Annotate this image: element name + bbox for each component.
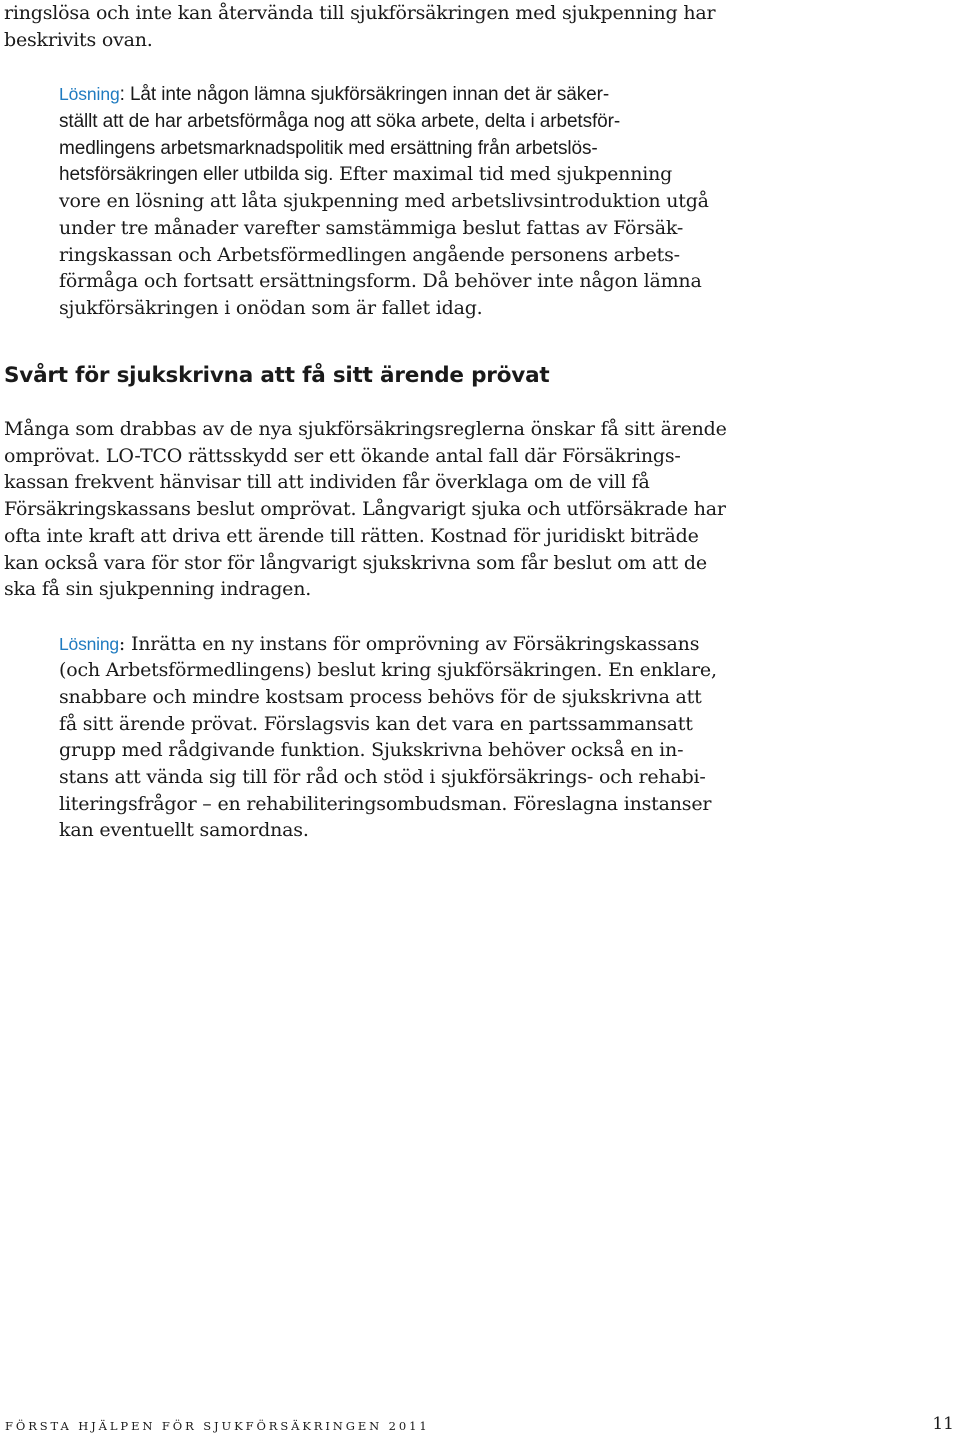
section-line-1: Många som drabbas av de nya sjukförsäkringsreglerna önskar få sitt ärende bbox=[4, 418, 727, 440]
solution1-line-9: sjukförsäkringen i onödan som är fallet idag. bbox=[59, 297, 483, 319]
solution1-line-7: ringskassan och Arbetsförmedlingen angående personens arbets- bbox=[59, 244, 680, 266]
solution1-line-8: förmåga och fortsatt ersättningsform. Då behöver inte någon lämna bbox=[59, 270, 702, 292]
intro-line-1: ringslösa och inte kan återvända till sjukförsäkringen med sjukpenning har bbox=[4, 2, 716, 24]
solution2-line-4: få sitt ärende prövat. Förslagsvis kan det vara en partssammansatt bbox=[59, 713, 693, 735]
intro-line-2: beskrivits ovan. bbox=[4, 29, 153, 51]
solution1-label: Lösning bbox=[59, 84, 120, 104]
solution1-line-1 bbox=[59, 81, 609, 108]
section-line-2: omprövat. LO-TCO rättsskydd ser ett ökande antal fall där Försäkrings- bbox=[4, 445, 681, 467]
solution1-line-4-serif: Efter maximal tid med sjukpenning bbox=[333, 163, 673, 185]
solution2-line-5: grupp med rådgivande funktion. Sjukskrivna behöver också en in- bbox=[59, 739, 684, 761]
solution2-line-1 bbox=[59, 631, 699, 658]
section-line-4: Försäkringskassans beslut omprövat. Långvarigt sjuka och utförsäkrade har bbox=[4, 498, 726, 520]
page-number: 11 bbox=[932, 1414, 954, 1434]
solution2-label: Lösning bbox=[59, 634, 119, 654]
section-line-5: ofta inte kraft att driva ett ärende till rätten. Kostnad för juridiskt biträde bbox=[4, 525, 699, 547]
solution2-line-7: literingsfrågor – en rehabiliteringsombudsman. Föreslagna instanser bbox=[59, 793, 712, 815]
section-line-6: kan också vara för stor för långvarigt sjukskrivna som får beslut om att de bbox=[4, 552, 707, 574]
solution1-line-5: vore en lösning att låta sjukpenning med arbetslivsintroduktion utgå bbox=[59, 190, 709, 212]
footer-title: FÖRSTA HJÄLPEN FÖR SJUKFÖRSÄKRINGEN 2011 bbox=[5, 1419, 430, 1433]
section-line-3: kassan frekvent hänvisar till att individen får överklaga om de vill få bbox=[4, 471, 650, 493]
solution2-line-3: snabbare och mindre kostsam process behövs för de sjukskrivna att bbox=[59, 686, 702, 708]
solution1-line-4 bbox=[59, 161, 672, 188]
solution2-line-2: (och Arbetsförmedlingens) beslut kring sjukförsäkringen. En enklare, bbox=[59, 659, 717, 681]
solution1-line-2: ställt att de har arbetsförmåga nog att söka arbete, delta i arbetsför- bbox=[59, 111, 621, 132]
solution1-line-6: under tre månader varefter samstämmiga beslut fattas av Försäk- bbox=[59, 217, 684, 239]
section-heading: Svårt för sjukskrivna att få sitt ärende prövat bbox=[4, 363, 550, 388]
solution2-line-6: stans att vända sig till för råd och stöd i sjukförsäkrings- och rehabi- bbox=[59, 766, 706, 788]
solution1-first-line-rest: : Låt inte någon lämna sjukförsäkringen innan det är säker- bbox=[119, 84, 610, 105]
solution1-line-3: medlingens arbetsmarknadspolitik med ersättning från arbetslös- bbox=[59, 138, 598, 159]
solution1-line-4-sans: hetsförsäkringen eller utbilda sig. bbox=[59, 164, 334, 185]
section-line-7: ska få sin sjukpenning indragen. bbox=[4, 578, 312, 600]
solution2-line-8: kan eventuellt samordnas. bbox=[59, 819, 309, 841]
solution2-first-line-rest: : Inrätta en ny instans för omprövning av Försäkringskassans bbox=[118, 633, 700, 655]
